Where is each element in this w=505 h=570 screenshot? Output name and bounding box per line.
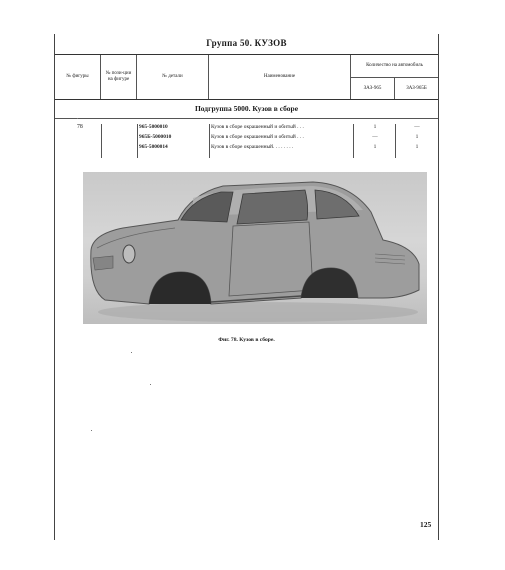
header-name: Наименование bbox=[209, 55, 351, 99]
qty-965: 1 bbox=[373, 144, 377, 150]
header-position-no: № пози-ции на фигуре bbox=[101, 55, 137, 99]
table-row bbox=[55, 134, 438, 143]
subgroup-title: Подгруппа 5000. Кузов в сборе bbox=[194, 104, 299, 113]
header-model-965b: ЗАЗ-965Б bbox=[406, 85, 427, 91]
header-quantity bbox=[351, 55, 438, 99]
header-model-965: ЗАЗ-965 bbox=[351, 78, 395, 99]
part-number: 965-5000014 bbox=[139, 144, 168, 150]
qty-965b: 1 bbox=[415, 134, 419, 140]
part-number: 965Б-5000010 bbox=[139, 134, 172, 140]
part-name: Кузов в сборе окрашенный и обитый . . . bbox=[211, 134, 304, 140]
print-speck bbox=[91, 430, 92, 431]
figure-number: 78 bbox=[77, 124, 83, 130]
header-part-no: № детали bbox=[137, 55, 209, 99]
part-number: 965-5000010 bbox=[139, 124, 168, 130]
qty-965: — bbox=[372, 134, 378, 140]
page-number: 125 bbox=[420, 520, 432, 529]
part-name: Кузов в сборе окрашенный и обитый . . . bbox=[211, 124, 304, 130]
qty-965b: — bbox=[414, 124, 420, 130]
header-quantity-title: Количество на автомобиль bbox=[351, 55, 438, 78]
subgroup-rule bbox=[55, 118, 438, 119]
catalog-page bbox=[54, 34, 439, 540]
part-name: Кузов в сборе окрашенный. . . . . . . . bbox=[211, 144, 294, 150]
car-body-photo bbox=[83, 172, 427, 324]
print-speck bbox=[77, 118, 78, 119]
table-row bbox=[55, 144, 438, 153]
print-speck bbox=[150, 384, 151, 385]
car-body-illustration bbox=[83, 172, 427, 324]
qty-965b: 1 bbox=[415, 144, 419, 150]
print-speck bbox=[131, 352, 132, 353]
group-title: Группа 50. КУЗОВ bbox=[206, 38, 287, 48]
table-row bbox=[55, 124, 438, 133]
qty-965: 1 bbox=[373, 124, 377, 130]
table-header bbox=[55, 54, 438, 100]
parts-table-body bbox=[55, 124, 438, 158]
header-figure-no: № фигуры bbox=[55, 55, 101, 99]
figure-caption: Фиг. 78. Кузов в сборе. bbox=[218, 337, 275, 343]
